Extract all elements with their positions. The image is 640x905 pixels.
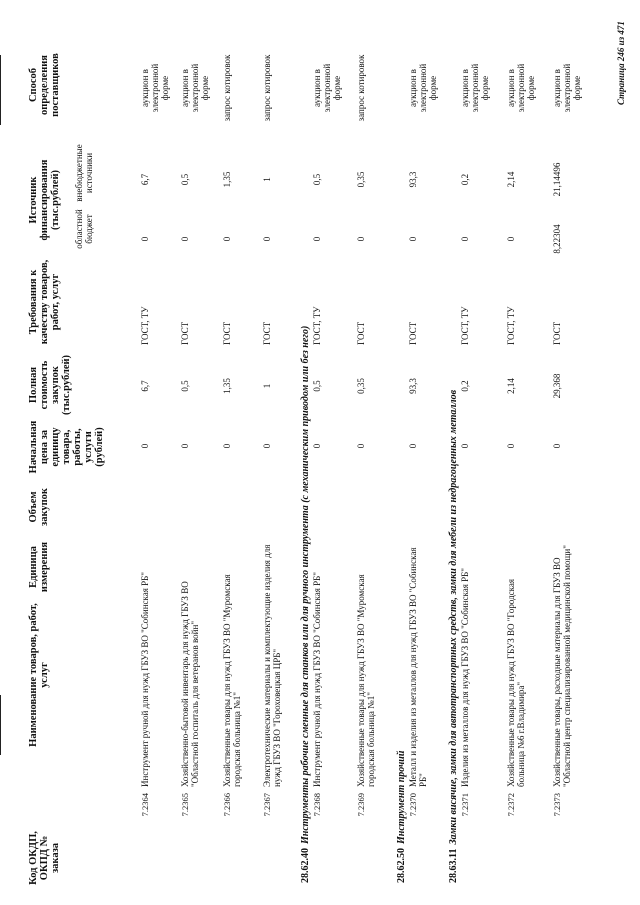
row-regional: 0 <box>222 236 232 242</box>
row-unit-price: 0 <box>460 443 470 449</box>
row-number: 7.2369 <box>356 793 366 817</box>
row-name: Хозяйственно-бытовой инвентарь для нужд ГБУЗ ВО "Областной госпиталь для ветеранов войн" <box>180 581 200 787</box>
row-regional: 0 <box>140 236 150 242</box>
row-extrabudget: 21,14496 <box>552 162 562 197</box>
header-name: Наименование товаров, работ, услуг <box>28 603 50 747</box>
header-unit-price: Начальная цена за единицу товара, работы, услуги (рублей) <box>28 420 105 474</box>
row-method: аукцион в электронной форме <box>506 63 536 113</box>
row-full-cost: 29,368 <box>552 373 562 399</box>
row-extrabudget: 6,7 <box>140 173 150 186</box>
row-method: аукцион в электронной форме <box>312 63 342 113</box>
row-full-cost: 0,5 <box>312 380 322 392</box>
row-quality: ГОСТ <box>356 321 366 345</box>
row-quality: ГОСТ <box>222 321 232 345</box>
row-quality: ГОСТ <box>262 321 272 345</box>
section-code: 28.62.50 <box>396 848 407 883</box>
row-number: 7.2365 <box>180 793 190 817</box>
row-method: запрос котировок <box>262 54 272 122</box>
row-extrabudget: 2,14 <box>506 171 516 188</box>
table-row <box>140 0 180 905</box>
section-code: 28.63.11 <box>448 848 459 883</box>
table-row <box>506 0 546 905</box>
row-name: Изделия из металлов для нужд ГБУЗ ВО "Собинская РБ" <box>460 568 470 787</box>
row-name: Хозяйственные товары, расходные материалы для ГБУЗ ВО "Областной центр специализированной медицинской помощи" <box>552 545 572 787</box>
row-unit-price: 0 <box>262 443 272 449</box>
row-quality: ГОСТ <box>180 321 190 345</box>
header-finance: Источник финансирования (тыс.рублей) <box>28 159 61 241</box>
row-name: Инструмент ручной для нужд ГБУЗ ВО "Собинская РБ" <box>140 572 150 787</box>
table-row <box>262 0 302 905</box>
row-number: 7.2367 <box>262 793 272 817</box>
row-unit-price: 0 <box>180 443 190 449</box>
row-regional: 8,22304 <box>552 224 562 254</box>
row-number: 7.2366 <box>222 793 232 817</box>
row-quality: ГОСТ <box>552 321 562 345</box>
header-full-cost: Полная стоимость закупок (тыс.рублей) <box>28 354 72 415</box>
row-name: Металл и изделия из металлов для нужд ГБУЗ ВО "Собинская РБ" <box>408 547 428 787</box>
top-rule <box>0 55 1 125</box>
row-quality: ГОСТ, ТУ <box>460 306 470 345</box>
row-regional: 0 <box>312 236 322 242</box>
row-name: Инструмент ручной для нужд ГБУЗ ВО "Собинская РБ" <box>312 572 322 787</box>
header-method: Способ определения поставщиков <box>28 53 61 117</box>
row-name: Электротехнические материалы и комплектующие изделия для нужд ГБУЗ ВО "Гороховецкая ЦРБ" <box>262 544 282 787</box>
table-row <box>222 0 262 905</box>
header-extrabudget: внебюджетные источники <box>74 144 94 202</box>
row-regional: 0 <box>460 236 470 242</box>
table-row <box>460 0 500 905</box>
table-row <box>408 0 448 905</box>
row-full-cost: 6,7 <box>140 380 150 392</box>
row-unit-price: 0 <box>140 443 150 449</box>
row-method: запрос котировок <box>356 54 366 122</box>
table-row <box>552 0 592 905</box>
section-heading <box>300 43 311 883</box>
header-unit: Единица измерения <box>28 541 50 593</box>
row-extrabudget: 93,3 <box>408 171 418 188</box>
table-row <box>180 0 220 905</box>
row-number: 7.2370 <box>408 793 418 817</box>
table-row <box>356 0 396 905</box>
row-method: аукцион в электронной форме <box>180 63 210 113</box>
row-unit-price: 0 <box>222 443 232 449</box>
row-quality: ГОСТ, ТУ <box>312 306 322 345</box>
row-number: 7.2368 <box>312 793 322 817</box>
row-extrabudget: 0,5 <box>312 173 322 186</box>
row-number: 7.2371 <box>460 793 470 817</box>
row-unit-price: 0 <box>506 443 516 449</box>
row-extrabudget: 1 <box>262 177 272 182</box>
top-rule <box>0 695 1 755</box>
row-number: 7.2373 <box>552 793 562 817</box>
row-unit-price: 0 <box>552 443 562 449</box>
row-method: аукцион в электронной форме <box>140 63 170 113</box>
row-quality: ГОСТ <box>408 321 418 345</box>
row-regional: 0 <box>356 236 366 242</box>
row-extrabudget: 0,2 <box>460 173 470 186</box>
section-heading <box>396 43 407 883</box>
row-extrabudget: 0,5 <box>180 173 190 186</box>
row-full-cost: 0,35 <box>356 378 366 394</box>
row-name: Хозяйственные товары для нужд ГБУЗ ВО "Городская больница №6 г.Владимира" <box>506 578 526 787</box>
row-full-cost: 0,5 <box>180 380 190 392</box>
row-full-cost: 93,3 <box>408 378 418 394</box>
section-title: Замки висячие, замки для автотранспортных средств, замки для мебели из недрагоценных металлов <box>448 389 459 845</box>
row-method: аукцион в электронной форме <box>408 63 438 113</box>
row-regional: 0 <box>262 236 272 242</box>
row-method: аукцион в электронной форме <box>460 63 490 113</box>
header-quality: Требования к качеству товаров, работ, услуг <box>28 259 61 345</box>
row-full-cost: 1,35 <box>222 378 232 394</box>
row-full-cost: 2,14 <box>506 378 516 394</box>
section-heading <box>448 43 459 883</box>
row-name: Хозяйственные товары для нужд ГБУЗ ВО "Муромская городская больница №1" <box>356 574 376 787</box>
header-regional-budget: областной бюджет <box>74 209 94 249</box>
row-unit-price: 0 <box>408 443 418 449</box>
row-regional: 0 <box>180 236 190 242</box>
row-full-cost: 0,2 <box>460 380 470 392</box>
row-method: запрос котировок <box>222 54 232 122</box>
header-code: Код ОКДП, ОКПД № заказа <box>28 831 61 885</box>
row-regional: 0 <box>408 236 418 242</box>
row-unit-price: 0 <box>312 443 322 449</box>
row-number: 7.2372 <box>506 793 516 817</box>
row-quality: ГОСТ, ТУ <box>140 306 150 345</box>
row-number: 7.2364 <box>140 793 150 817</box>
table-row <box>312 0 352 905</box>
page-number: Страница 246 из 471 <box>616 21 626 105</box>
section-title: Инструменты рабочие сменные для станков или для ручного инструмента (с механическим приводом или без него) <box>300 325 311 844</box>
section-code: 28.62.40 <box>300 848 311 883</box>
row-unit-price: 0 <box>356 443 366 449</box>
row-full-cost: 1 <box>262 383 272 389</box>
row-method: аукцион в электронной форме <box>552 63 582 113</box>
header-volume: Объем закупок <box>28 488 50 526</box>
row-extrabudget: 0,35 <box>356 171 366 188</box>
row-extrabudget: 1,35 <box>222 171 232 188</box>
row-quality: ГОСТ, ТУ <box>506 306 516 345</box>
section-title: Инструмент прочий <box>396 750 407 844</box>
row-name: Хозяйственные товары для нужд ГБУЗ ВО "Муромская городская больница №1" <box>222 574 242 787</box>
row-regional: 0 <box>506 236 516 242</box>
